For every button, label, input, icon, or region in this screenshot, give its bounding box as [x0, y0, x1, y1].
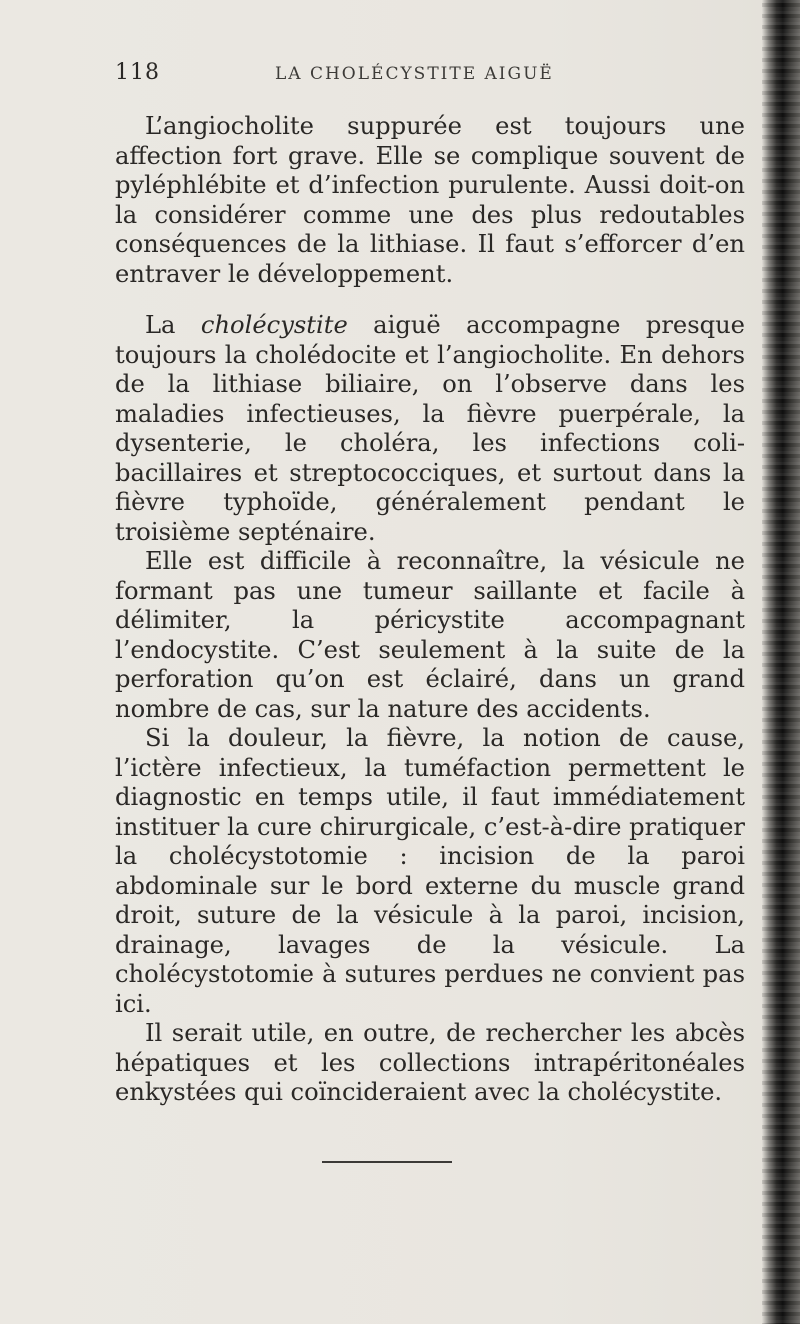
italic-term: cholécystite — [200, 311, 348, 339]
paragraph-lead: La — [145, 311, 201, 339]
paragraph-diagnostic: Si la douleur, la fièvre, la notion de cause, l’ictère infectieux, la tuméfaction permettent le diagnostic en temps utile, il faut immédiatement instituer la cure chirurgicale, c’est-à-dire pratiquer la cholécystotomie : incision de la paroi abdominale sur le bord externe du muscle grand droit, suture de la vésicule à la paroi, incision, drainage, lavages de la vésicule. La cholécystotomie à sutures perdues ne convient pas ici. — [115, 724, 745, 1018]
body-text — [115, 112, 745, 1108]
page-number: 118 — [115, 60, 160, 85]
paragraph-angiocholite: L’angiocholite suppurée est toujours une affection fort grave. Elle se complique souvent de pyléphlébite et d’infection purulente. Aussi doit-on la considérer comme une des plus redoutables conséquences de la lithiase. Il faut s’efforcer d’en entraver le développement. — [115, 112, 745, 288]
paragraph-reconnaitre: Elle est difficile à reconnaître, la vésicule ne formant pas une tumeur saillante et facile à délimiter, la péricystite accompagnant l’endocystite. C’est seulement à la suite de la perforation qu’on est éclairé, dans un grand nombre de cas, sur la nature des accidents. — [115, 547, 745, 723]
section-separator — [322, 1161, 452, 1163]
page-header — [115, 60, 755, 90]
running-title: LA CHOLÉCYSTITE AIGUË — [275, 64, 554, 84]
paragraph-abces: Il serait utile, en outre, de rechercher les abcès hépatiques et les collections intrapéritonéales enkystées qui coïncideraient avec la cholécystite. — [115, 1019, 745, 1106]
paragraph-rest: aiguë accompagne presque toujours la cholédocite et l’angiocholite. En dehors de la lithiase biliaire, on l’observe dans les maladies infectieuses, la fièvre puerpérale, la dysenterie, le choléra, les infections coli-bacillaires et streptococciques, et surtout dans la fièvre typhoïde, généralement pendant le troisième septénaire. — [115, 311, 745, 546]
scan-binding-edge — [762, 0, 800, 1324]
paragraph-cholecystite — [115, 311, 745, 547]
